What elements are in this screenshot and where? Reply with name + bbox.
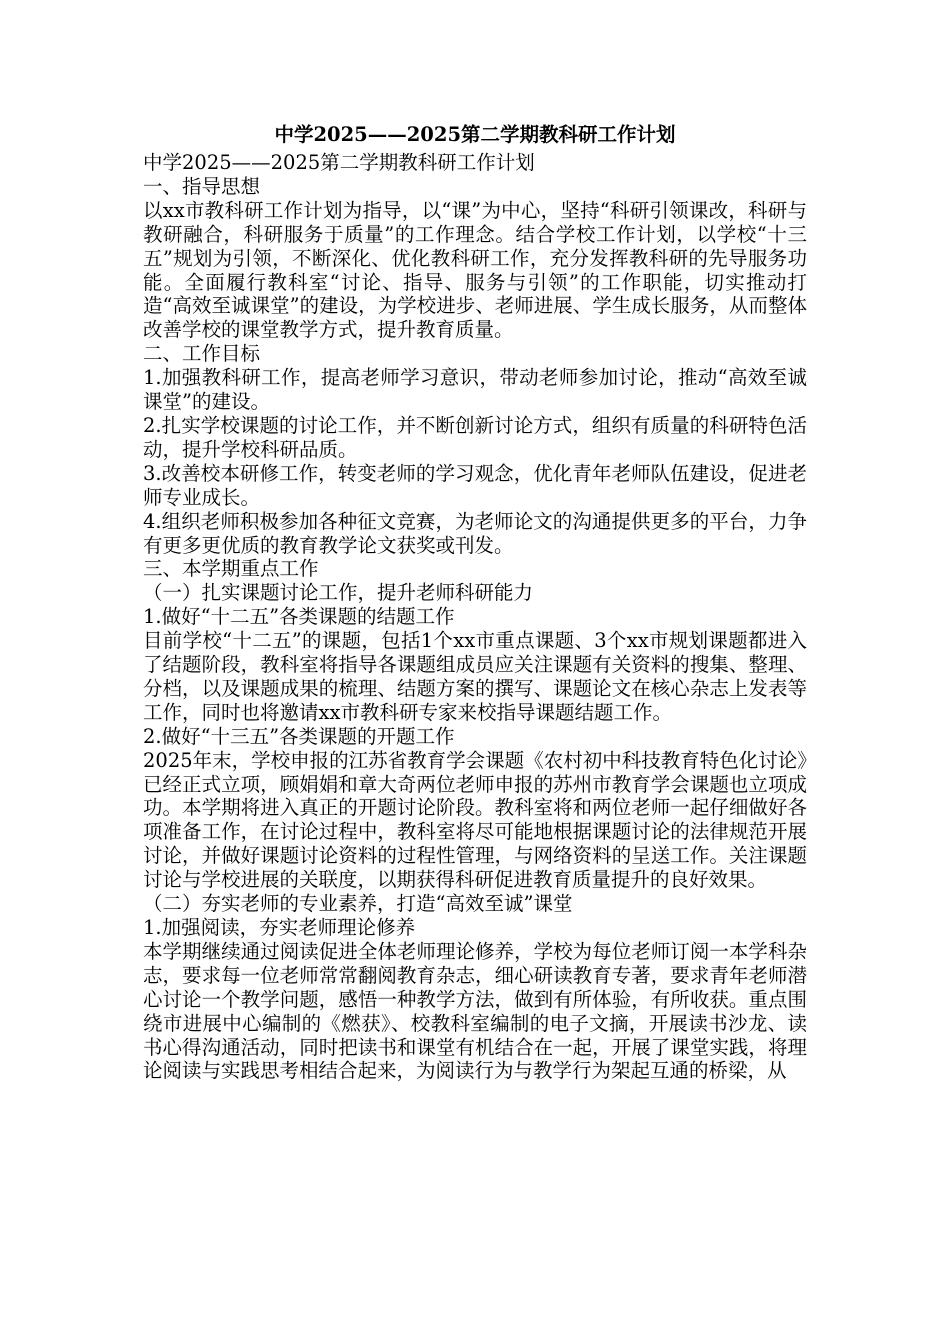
subsection-heading-teacher-quality: （二）夯实老师的专业素养，打造“高效至诚”课堂 bbox=[143, 892, 573, 916]
document-subtitle: 中学2025——2025第二学期教科研工作计划 bbox=[143, 151, 535, 174]
document-body bbox=[143, 151, 807, 1083]
document-page bbox=[143, 118, 807, 1083]
goal-item-1: 1.加强教科研工作，提高老师学习意识，带动老师参加讨论，推动“高效至诚课堂”的建设。 bbox=[143, 366, 807, 414]
goal-item-3: 3.改善校本研修工作，转变老师的学习观念，优化青年老师队伍建设，促进老师专业成长。 bbox=[143, 461, 807, 509]
item-heading-12th-plan-projects: 1.做好“十二五”各类课题的结题工作 bbox=[143, 605, 455, 629]
section-heading-guiding-ideology: 一、指导思想 bbox=[143, 174, 261, 198]
goal-item-4: 4.组织老师积极参加各种征文竞赛，为老师论文的沟通提供更多的平台，力争有更多更优质的教育教学论文获奖或刊发。 bbox=[143, 509, 807, 557]
section-heading-work-goals: 二、工作目标 bbox=[143, 342, 261, 366]
item-heading-reading: 1.加强阅读，夯实老师理论修养 bbox=[143, 916, 416, 939]
paragraph-13th-plan-projects: 2025年末，学校申报的江苏省教育学会课题《农村初中科技教育特色化讨论》已经正式立项，顾娟娟和章大奇两位老师申报的苏州市教育学会课题也立项成功。本学期将进入真正的开题讨论阶段。教科室将和两位老师一起仔细做好各项准备工作，在讨论过程中，教科室将尽可能地根据课题讨论的法律规范开展讨论，并做好课题讨论资料的过程性管理，与网络资料的呈送工作。关注课题讨论与学校进展的关联度，以期获得科研促进教育质量提升的良好效果。 bbox=[143, 748, 807, 892]
document-title: 中学2025——2025第二学期教科研工作计划 bbox=[274, 123, 676, 146]
goal-item-2: 2.扎实学校课题的讨论工作，并不断创新讨论方式，组织有质量的科研特色活动，提升学校科研品质。 bbox=[143, 413, 807, 461]
section-heading-key-work: 三、本学期重点工作 bbox=[143, 557, 319, 581]
paragraph-12th-plan-projects: 目前学校“十二五”的课题，包括1个xx市重点课题、3个xx市规划课题都进入了结题阶段，教科室将指导各课题组成员应关注课题有关资料的搜集、整理、分档，以及课题成果的梳理、结题方案的撰写、课题论文在核心杂志上发表等工作，同时也将邀请xx市教科研专家来校指导课题结题工作。 bbox=[143, 629, 807, 724]
paragraph-guiding-ideology: 以xx市教科研工作计划为指导，以“课”为中心，坚持“科研引领课改，科研与教研融合，科研服务于质量”的工作理念。结合学校工作计划，以学校“十三五”规划为引领，不断深化、优化教科研工作，充分发挥教科研的先导服务功能。全面履行教科室“讨论、指导、服务与引领”的工作职能，切实推动打造“高效至诚课堂”的建设，为学校进步、老师进展、学生成长服务，从而整体改善学校的课堂教学方式，提升教育质量。 bbox=[143, 198, 807, 342]
subsection-heading-research: （一）扎实课题讨论工作，提升老师科研能力 bbox=[143, 581, 534, 605]
item-heading-13th-plan-projects: 2.做好“十三五”各类课题的开题工作 bbox=[143, 724, 455, 748]
paragraph-reading: 本学期继续通过阅读促进全体老师理论修养，学校为每位老师订阅一本学科杂志，要求每一位老师常常翻阅教育杂志，细心研读教育专著，要求青年老师潜心讨论一个教学问题，感悟一种教学方法，做到有所体验，有所收获。重点围绕市进展中心编制的《燃获》、校教科室编制的电子文摘，开展读书沙龙、读书心得沟通活动，同时把读书和课堂有机结合在一起，开展了课堂实践，将理论阅读与实践思考相结合起来，为阅读行为与教学行为架起互通的桥梁，从 bbox=[143, 939, 807, 1083]
